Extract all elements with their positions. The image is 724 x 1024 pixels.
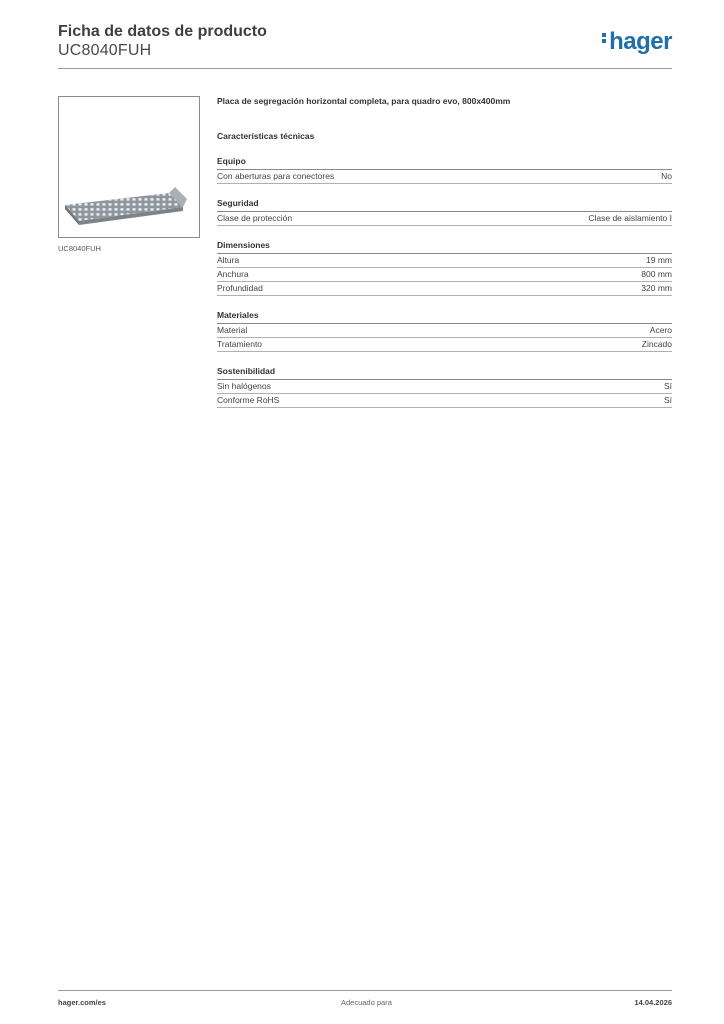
section-sostenibilidad xyxy=(217,366,672,408)
spec-value: No xyxy=(661,171,672,181)
spec-row xyxy=(217,338,672,352)
logo-dots-icon xyxy=(602,33,607,45)
spec-label: Con aberturas para conectores xyxy=(217,171,335,181)
spec-label: Material xyxy=(217,325,248,335)
spec-row xyxy=(217,268,672,282)
header-divider xyxy=(58,68,672,69)
spec-label: Clase de protección xyxy=(217,213,293,223)
spec-label: Altura xyxy=(217,255,240,265)
footer-note: Adecuado para xyxy=(341,998,392,1007)
spec-value: 19 mm xyxy=(646,255,672,265)
footer-date: 14.04.2026 xyxy=(634,998,672,1007)
spec-value: Zincado xyxy=(641,339,672,349)
characteristics-heading: Características técnicas xyxy=(217,131,315,141)
spec-value: Sí xyxy=(663,381,672,391)
spec-row xyxy=(217,324,672,338)
spec-label: Anchura xyxy=(217,269,249,279)
footer-divider xyxy=(58,990,672,991)
spec-label: Tratamiento xyxy=(217,339,263,349)
section-title: Sostenibilidad xyxy=(217,366,672,380)
spec-value: Sí xyxy=(663,395,672,405)
spec-row xyxy=(217,254,672,268)
spec-label: Profundidad xyxy=(217,283,263,293)
spec-row xyxy=(217,170,672,184)
spec-label: Conforme RoHS xyxy=(217,395,280,405)
spec-label: Sin halógenos xyxy=(217,381,271,391)
image-caption: UC8040FUH xyxy=(58,244,101,253)
section-title: Seguridad xyxy=(217,198,672,212)
section-title: Materiales xyxy=(217,310,672,324)
spec-value: 800 mm xyxy=(641,269,672,279)
perforated-plate-icon xyxy=(59,97,199,237)
product-code: UC8040FUH xyxy=(58,42,152,59)
product-details xyxy=(217,96,672,408)
logo-text: hager xyxy=(609,28,672,55)
spec-row xyxy=(217,394,672,408)
section-title: Equipo xyxy=(217,156,672,170)
section-dimensiones xyxy=(217,240,672,296)
section-materiales xyxy=(217,310,672,352)
section-seguridad xyxy=(217,198,672,226)
spec-row xyxy=(217,380,672,394)
spec-row xyxy=(217,212,672,226)
spec-row xyxy=(217,282,672,296)
footer-website-link[interactable]: hager.com/es xyxy=(58,998,106,1007)
page-title: Ficha de datos de producto xyxy=(58,23,267,40)
hager-logo xyxy=(602,28,672,56)
spec-value: Acero xyxy=(649,325,672,335)
section-title: Dimensiones xyxy=(217,240,672,254)
spec-value: 320 mm xyxy=(641,283,672,293)
page-header xyxy=(58,22,672,60)
section-equipo xyxy=(217,156,672,184)
product-image xyxy=(58,96,200,238)
product-description: Placa de segregación horizontal completa, para quadro evo, 800x400mm xyxy=(217,96,511,106)
spec-value: Clase de aislamiento I xyxy=(588,213,672,223)
